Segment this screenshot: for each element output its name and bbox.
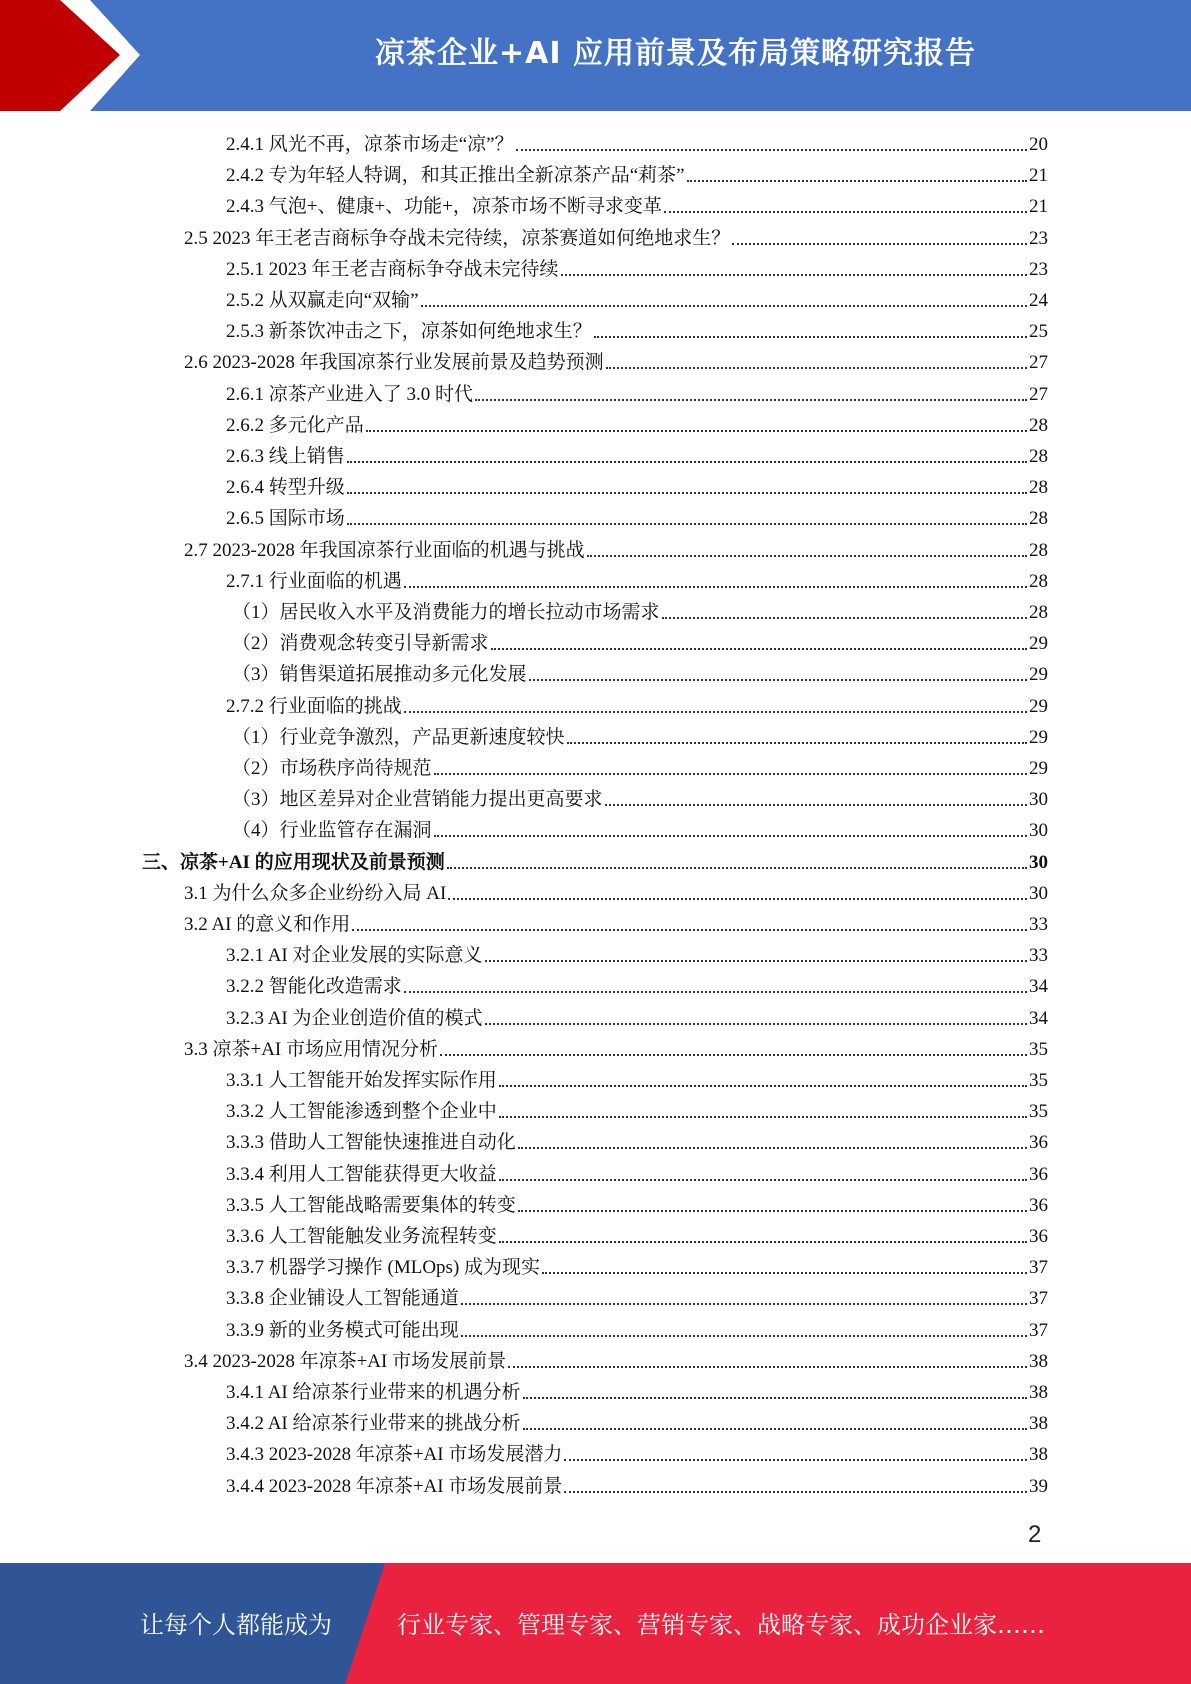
toc-leader-dots (485, 960, 1027, 962)
toc-entry-page: 33 (1029, 945, 1048, 967)
toc-leader-dots (542, 1272, 1027, 1274)
toc-leader-dots (594, 336, 1027, 338)
toc-entry[interactable] (226, 315, 1048, 343)
toc-leader-dots (475, 399, 1027, 401)
toc-entry-page: 24 (1029, 290, 1048, 311)
toc-leader-dots (366, 430, 1027, 432)
toc-leader-dots (447, 867, 1027, 869)
toc-entry[interactable] (184, 222, 1048, 250)
toc-entry-label: （2）消费观念转变引导新需求 (232, 633, 489, 655)
toc-leader-dots (491, 648, 1027, 650)
toc-entry-page: 23 (1029, 258, 1048, 280)
toc-entry[interactable] (226, 1002, 1048, 1030)
toc-entry-page: 28 (1029, 602, 1048, 623)
toc-leader-dots (564, 1491, 1027, 1493)
toc-entry[interactable] (232, 658, 1048, 686)
toc-entry[interactable] (226, 1470, 1048, 1498)
toc-entry[interactable] (232, 721, 1048, 749)
page-footer (0, 1563, 1191, 1684)
toc-entry-label: 3.3.2 人工智能渗透到整个企业中 (226, 1101, 497, 1123)
toc-entry[interactable] (232, 752, 1048, 780)
toc-entry[interactable] (184, 1345, 1048, 1373)
toc-entry[interactable] (226, 1126, 1048, 1154)
toc-entry-label: 3.4.2 AI 给凉茶行业带来的挑战分析 (226, 1413, 521, 1435)
toc-entry[interactable] (226, 1282, 1048, 1310)
toc-entry[interactable] (226, 1407, 1048, 1435)
toc-entry-label: 2.7 2023-2028 年我国凉茶行业面临的机遇与挑战 (184, 539, 585, 561)
toc-entry-label: 2.6 2023-2028 年我国凉茶行业发展前景及趋势预测 (184, 352, 604, 374)
toc-leader-dots (434, 773, 1027, 775)
toc-entry-label: 3.3.6 人工智能触发业务流程转变 (226, 1226, 497, 1247)
toc-entry[interactable] (226, 1064, 1048, 1092)
toc-entry-page: 36 (1029, 1132, 1048, 1154)
toc-entry-page: 36 (1029, 1194, 1048, 1216)
toc-entry[interactable] (184, 534, 1048, 562)
toc-leader-dots (499, 1116, 1027, 1118)
toc-entry[interactable] (226, 690, 1048, 718)
toc-entry[interactable] (226, 253, 1048, 281)
toc-leader-dots (347, 461, 1027, 463)
toc-entry-label: 3.4.4 2023-2028 年凉茶+AI 市场发展前景 (226, 1475, 563, 1497)
toc-leader-dots (606, 367, 1027, 369)
toc-entry-label: 2.6.3 线上销售 (226, 446, 345, 467)
toc-leader-dots (567, 742, 1027, 744)
toc-entry[interactable] (226, 440, 1048, 468)
toc-entry[interactable] (184, 908, 1048, 936)
toc-leader-dots (499, 1179, 1027, 1181)
page-header (0, 0, 1191, 111)
toc-leader-dots (404, 991, 1027, 993)
toc-entry-page: 36 (1029, 1226, 1048, 1247)
toc-entry-label: 2.5.2 从双赢走向“双输” (226, 290, 419, 311)
toc-entry-page: 33 (1029, 914, 1048, 935)
toc-entry[interactable] (226, 190, 1048, 218)
toc-entry-page: 27 (1029, 383, 1048, 405)
toc-entry[interactable] (226, 409, 1048, 437)
toc-entry[interactable] (226, 1189, 1048, 1217)
toc-leader-dots (434, 835, 1027, 837)
toc-entry-label: （3）地区差异对企业营销能力提出更高要求 (232, 789, 603, 811)
toc-entry-page: 38 (1029, 1382, 1048, 1403)
toc-leader-dots (347, 523, 1027, 525)
toc-entry-page: 36 (1029, 1163, 1048, 1185)
toc-entry[interactable] (184, 877, 1048, 905)
footer-slogan-right: 行业专家、管理专家、营销专家、战略专家、成功企业家…… (397, 1611, 1045, 1639)
toc-leader-dots (461, 1335, 1027, 1337)
toc-entry-label: 2.6.2 多元化产品 (226, 414, 364, 436)
toc-leader-dots (421, 305, 1027, 307)
toc-entry-label: 3.3.1 人工智能开始发挥实际作用 (226, 1070, 497, 1091)
toc-leader-dots (687, 180, 1027, 182)
toc-entry-page: 38 (1029, 1444, 1048, 1466)
toc-leader-dots (404, 711, 1027, 713)
toc-entry[interactable] (226, 471, 1048, 499)
toc-entry-page: 29 (1029, 664, 1048, 686)
toc-entry-page: 27 (1029, 352, 1048, 374)
toc-entry-label: 3.1 为什么众多企业纷纷入局 AI (184, 882, 447, 904)
toc-entry-label: 2.7.1 行业面临的机遇 (226, 570, 402, 592)
toc-leader-dots (404, 586, 1027, 588)
toc-entry[interactable] (226, 159, 1048, 187)
toc-entry-label: 2.5 2023 年王老吉商标争夺战未完待续，凉茶赛道如何绝地求生？ (184, 227, 731, 249)
toc-entry[interactable] (184, 346, 1048, 374)
toc-entry-page: 29 (1029, 695, 1048, 717)
toc-entry[interactable] (232, 627, 1048, 655)
toc-entry-page: 29 (1029, 726, 1048, 748)
toc-entry-page: 34 (1029, 976, 1048, 998)
toc-entry[interactable] (226, 378, 1048, 406)
toc-entry-label: 三、凉茶+AI 的应用现状及前景预测 (142, 851, 445, 873)
toc-entry-page: 28 (1029, 414, 1048, 436)
toc-entry-label: 3.3.7 机器学习操作 (MLOps) 成为现实 (226, 1257, 541, 1279)
toc-entry-label: 2.4.3 气泡+、健康+、功能+，凉茶市场不断寻求变革 (226, 196, 662, 218)
toc-entry-page: 29 (1029, 758, 1048, 779)
toc-entry-label: 3.3.5 人工智能战略需要集体的转变 (226, 1194, 516, 1216)
toc-entry-page: 37 (1029, 1288, 1048, 1310)
toc-entry-label: 3.4 2023-2028 年凉茶+AI 市场发展前景 (184, 1350, 507, 1372)
toc-entry-page: 28 (1029, 446, 1048, 467)
toc-entry[interactable] (226, 284, 1048, 312)
toc-entry-label: 3.4.3 2023-2028 年凉茶+AI 市场发展潜力 (226, 1444, 563, 1466)
toc-leader-dots (508, 1366, 1027, 1368)
toc-leader-dots (518, 1210, 1027, 1212)
toc-entry[interactable] (226, 1095, 1048, 1123)
toc-leader-dots (499, 1241, 1027, 1243)
toc-entry-page: 20 (1029, 134, 1048, 155)
toc-entry-label: 3.2.2 智能化改造需求 (226, 976, 402, 998)
toc-leader-dots (605, 804, 1027, 806)
footer-slogan-left: 让每个人都能成为 (140, 1611, 332, 1639)
toc-entry-label: 3.2 AI 的意义和作用 (184, 914, 351, 935)
page-number: 2 (1028, 1521, 1042, 1548)
toc-entry-label: 2.5.1 2023 年王老吉商标争夺战未完待续 (226, 258, 559, 280)
toc-entry-label: 2.6.4 转型升级 (226, 477, 345, 499)
toc-entry-label: （3）销售渠道拓展推动多元化发展 (232, 664, 527, 686)
toc-leader-dots (662, 617, 1027, 619)
toc-entry-page: 35 (1029, 1101, 1048, 1123)
toc-leader-dots (440, 1054, 1027, 1056)
toc-entry[interactable] (232, 596, 1048, 624)
toc-entry-label: （4）行业监管存在漏洞 (232, 820, 432, 842)
toc-entry-page: 37 (1029, 1257, 1048, 1279)
toc-entry[interactable] (226, 1158, 1048, 1186)
toc-entry-label: （1）行业竞争激烈，产品更新速度较快 (232, 726, 565, 748)
toc-entry-page: 28 (1029, 570, 1048, 592)
toc-entry[interactable] (226, 939, 1048, 967)
toc-entry[interactable] (226, 565, 1048, 593)
toc-entry-label: （1）居民收入水平及消费能力的增长拉动市场需求 (232, 602, 660, 623)
toc-entry-label: 3.3.4 利用人工智能获得更大收益 (226, 1163, 497, 1185)
toc-entry[interactable] (226, 1251, 1048, 1279)
toc-leader-dots (587, 555, 1027, 557)
toc-entry-page: 21 (1029, 165, 1048, 187)
toc-entry-page: 28 (1029, 477, 1048, 499)
toc-entry-label: （2）市场秩序尚待规范 (232, 758, 432, 779)
toc-entry-label: 2.6.5 国际市场 (226, 508, 345, 530)
toc-leader-dots (518, 1147, 1027, 1149)
toc-entry-page: 30 (1029, 851, 1048, 873)
toc-leader-dots (352, 929, 1027, 931)
toc-entry-page: 30 (1029, 789, 1048, 811)
toc-entry-label: 3.4.1 AI 给凉茶行业带来的机遇分析 (226, 1382, 521, 1403)
toc-entry-page: 30 (1029, 820, 1048, 842)
toc-leader-dots (485, 1023, 1027, 1025)
toc-entry-page: 29 (1029, 633, 1048, 655)
toc-entry-page: 34 (1029, 1007, 1048, 1029)
toc-leader-dots (523, 1397, 1027, 1399)
toc-entry[interactable] (232, 814, 1048, 842)
toc-entry-page: 39 (1029, 1475, 1048, 1497)
toc-entry[interactable] (226, 1376, 1048, 1404)
toc-entry-label: 3.2.1 AI 对企业发展的实际意义 (226, 945, 483, 967)
toc-entry[interactable] (226, 128, 1048, 156)
toc-entry-page: 38 (1029, 1413, 1048, 1435)
toc-entry-label: 2.7.2 行业面临的挑战 (226, 695, 402, 717)
toc-entry[interactable] (226, 1314, 1048, 1342)
toc-entry-page: 23 (1029, 227, 1048, 249)
toc-entry-label: 3.3.3 借助人工智能快速推进自动化 (226, 1132, 516, 1154)
toc-entry-label: 3.2.3 AI 为企业创造价值的模式 (226, 1007, 483, 1029)
toc-entry-page: 37 (1029, 1319, 1048, 1341)
header-chevron-decoration (0, 0, 180, 111)
toc-leader-dots (529, 679, 1027, 681)
toc-leader-dots (499, 1085, 1027, 1087)
toc-entry-label: 3.3 凉茶+AI 市场应用情况分析 (184, 1038, 439, 1060)
toc-entry[interactable] (226, 1438, 1048, 1466)
toc-entry[interactable] (226, 502, 1048, 530)
toc-entry-page: 35 (1029, 1038, 1048, 1060)
toc-entry-page: 28 (1029, 508, 1048, 530)
toc-leader-dots (664, 211, 1027, 213)
toc-entry-label: 2.5.3 新茶饮冲击之下，凉茶如何绝地求生？ (226, 321, 592, 343)
toc-entry-label: 2.6.1 凉茶产业进入了 3.0 时代 (226, 383, 474, 405)
toc-entry-label: 2.4.1 风光不再，凉茶市场走“凉”？ (226, 134, 514, 155)
toc-entry-page: 38 (1029, 1350, 1048, 1372)
toc-entry-label: 2.4.2 专为年轻人特调，和其正推出全新凉茶产品“莉茶” (226, 165, 685, 187)
toc-entry-page: 35 (1029, 1070, 1048, 1091)
toc-entry[interactable] (226, 1220, 1048, 1248)
toc-entry-label: 3.3.9 新的业务模式可能出现 (226, 1319, 459, 1341)
toc-leader-dots (732, 243, 1027, 245)
toc-leader-dots (561, 274, 1027, 276)
toc-entry-page: 30 (1029, 882, 1048, 904)
toc-entry[interactable] (232, 783, 1048, 811)
report-title: 凉茶企业+AI 应用前景及布局策略研究报告 (375, 36, 976, 71)
toc-entry-page: 28 (1029, 539, 1048, 561)
toc-leader-dots (347, 492, 1027, 494)
toc-entry-page: 25 (1029, 321, 1048, 343)
toc-entry[interactable] (226, 970, 1048, 998)
toc-leader-dots (564, 1459, 1027, 1461)
toc-leader-dots (448, 898, 1027, 900)
toc-leader-dots (461, 1303, 1027, 1305)
toc-entry[interactable] (184, 1033, 1048, 1061)
toc-leader-dots (523, 1428, 1027, 1430)
toc-entry-label: 3.3.8 企业铺设人工智能通道 (226, 1288, 459, 1310)
toc-leader-dots (516, 149, 1027, 151)
toc-entry[interactable] (142, 846, 1048, 874)
toc-entry-page: 21 (1029, 196, 1048, 218)
